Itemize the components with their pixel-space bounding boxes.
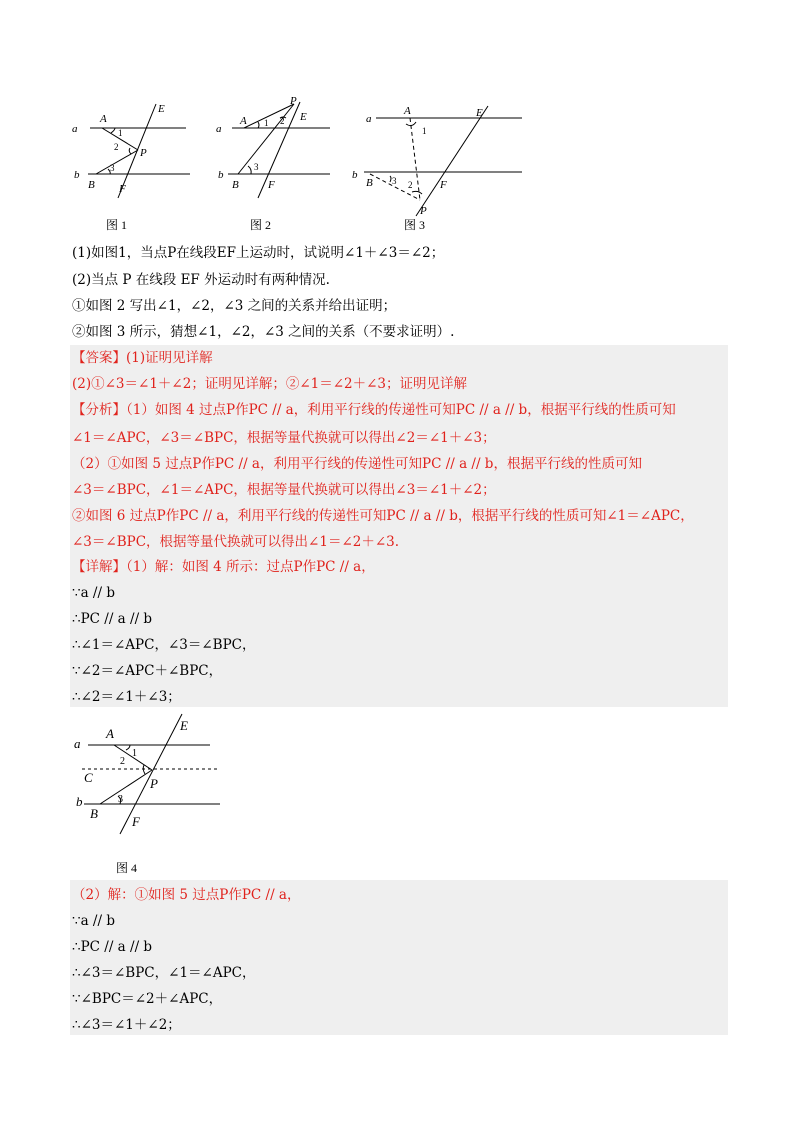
figure-4 [70, 710, 222, 880]
detail-part2-intro: （2）解：①如图 5 过点P作PC // a， [72, 887, 301, 903]
svg-text:A: A [106, 726, 114, 741]
figure-3 [346, 92, 526, 237]
svg-text:a: a [366, 113, 372, 125]
svg-text:A: A [404, 105, 411, 117]
svg-text:3: 3 [118, 794, 123, 805]
svg-text:P: P [420, 205, 427, 217]
svg-text:图 3: 图 3 [404, 218, 426, 232]
detail-line-2: ∴PC // a // b [72, 611, 153, 627]
svg-text:A: A [240, 115, 247, 127]
svg-text:2: 2 [114, 142, 119, 152]
detail-line-5: ∴∠2＝∠1＋∠3； [72, 689, 181, 705]
svg-text:a: a [72, 123, 78, 135]
detail-tag: 【详解】 [72, 559, 126, 575]
detail-part2-line-3: ∴∠3＝∠BPC，∠1＝∠APC， [72, 965, 256, 981]
svg-text:2: 2 [408, 180, 413, 190]
detail-line-4: ∵∠2＝∠APC＋∠BPC， [72, 663, 223, 679]
analysis-tag: 【分析】 [72, 402, 126, 418]
svg-text:B: B [88, 179, 95, 191]
detail-part2-line-4: ∵∠BPC＝∠2＋∠APC， [72, 991, 223, 1007]
svg-text:2: 2 [280, 116, 285, 126]
svg-text:E: E [158, 103, 165, 115]
svg-text:P: P [150, 776, 158, 791]
svg-text:F: F [132, 814, 140, 829]
svg-text:3: 3 [254, 162, 259, 172]
svg-text:1: 1 [132, 748, 137, 759]
svg-text:B: B [232, 179, 239, 191]
svg-text:3: 3 [110, 163, 115, 173]
analysis-line-4: ∠3＝∠BPC，∠1＝∠APC，根据等量代换就可以得出∠3＝∠1＋∠2； [72, 482, 496, 498]
answer-line-1: 【答案】(1)证明见详解 [72, 350, 213, 366]
detail-part2-line-5: ∴∠3＝∠1＋∠2； [72, 1017, 181, 1033]
analysis-line-3: （2）①如图 5 过点P作PC // a，利用平行线的传递性可知PC // a // b，根据平行线的性质可知 [72, 456, 642, 472]
detail-line-1: ∵a // b [72, 585, 115, 601]
analysis-line-1: 【分析】（1）如图 4 过点P作PC // a，利用平行线的传递性可知PC // a // b，根据平行线的性质可知 [72, 402, 676, 418]
figure-1 [66, 92, 196, 237]
svg-text:1: 1 [264, 118, 269, 128]
detail-line-3: ∴∠1＝∠APC，∠3＝∠BPC， [72, 637, 256, 653]
svg-text:b: b [74, 169, 80, 181]
svg-text:F: F [440, 179, 447, 191]
svg-text:F: F [268, 179, 275, 191]
figure-2 [210, 92, 340, 237]
analysis-line-2: ∠1＝∠APC，∠3＝∠BPC，根据等量代换就可以得出∠2＝∠1＋∠3； [72, 430, 496, 446]
svg-text:b: b [352, 169, 358, 181]
svg-text:B: B [366, 177, 373, 189]
svg-text:图 4: 图 4 [116, 861, 138, 875]
analysis-line-5: ②如图 6 过点P作PC // a，利用平行线的传递性可知PC // a // b，根据平行线的性质可知∠1＝∠APC， [72, 508, 694, 524]
answer-tag: 【答案】 [72, 350, 126, 366]
svg-text:b: b [76, 794, 83, 809]
question-1: (1)如图1，当点P在线段EF上运动时，试说明∠1＋∠3＝∠2； [72, 245, 445, 261]
svg-text:F: F [119, 183, 126, 195]
question-2b: ②如图 3 所示，猜想∠1，∠2，∠3 之间的关系（不要求证明）. [72, 324, 455, 340]
svg-text:2: 2 [120, 756, 125, 767]
svg-text:b: b [218, 169, 224, 181]
svg-text:E: E [476, 107, 483, 119]
svg-text:图 1: 图 1 [106, 218, 128, 232]
detail-line-intro: 【详解】（1）解：如图 4 所示：过点P作PC // a， [72, 559, 375, 575]
detail-part2-line-2: ∴PC // a // b [72, 939, 153, 955]
svg-text:a: a [74, 736, 81, 751]
svg-text:P: P [140, 147, 147, 159]
question-2a: ①如图 2 写出∠1，∠2，∠3 之间的关系并给出证明； [72, 298, 397, 314]
svg-text:图 2: 图 2 [250, 218, 272, 232]
svg-text:a: a [216, 123, 222, 135]
analysis-line-6: ∠3＝∠BPC，根据等量代换就可以得出∠1＝∠2＋∠3. [72, 534, 400, 550]
question-2: (2)当点 P 在线段 EF 外运动时有两种情况. [72, 272, 330, 288]
svg-text:E: E [180, 718, 188, 733]
svg-text:E: E [300, 111, 307, 123]
svg-text:1: 1 [422, 126, 427, 136]
svg-text:3: 3 [392, 176, 397, 186]
detail-part2-line-1: ∵a // b [72, 913, 115, 929]
svg-text:1: 1 [118, 128, 123, 138]
svg-text:B: B [90, 806, 98, 821]
svg-text:C: C [84, 770, 93, 785]
answer-line-2: (2)①∠3＝∠1＋∠2；证明见详解；②∠1＝∠2＋∠3；证明见详解 [72, 376, 468, 392]
svg-text:P: P [290, 95, 297, 107]
svg-text:A: A [100, 113, 107, 125]
